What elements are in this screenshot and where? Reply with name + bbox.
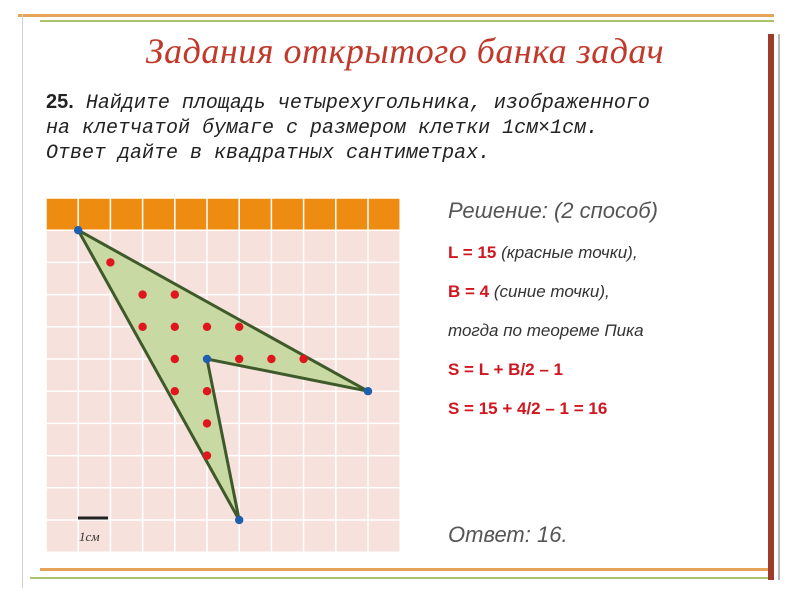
bottom-border-line-accent xyxy=(30,577,770,579)
grid-cell xyxy=(271,262,303,294)
header-cell xyxy=(304,198,336,230)
answer-text: Ответ: 16. xyxy=(448,522,568,547)
interior-point xyxy=(138,323,146,331)
grid-cell xyxy=(143,423,175,455)
grid-cell xyxy=(143,456,175,488)
grid-cell xyxy=(207,262,239,294)
grid-cell xyxy=(78,488,110,520)
l-note: (красные точки), xyxy=(496,243,638,262)
grid-cell xyxy=(46,456,78,488)
grid-cell xyxy=(304,488,336,520)
grid-cell xyxy=(304,230,336,262)
grid-cell xyxy=(78,391,110,423)
header-cell xyxy=(78,198,110,230)
grid-cell xyxy=(175,230,207,262)
grid-cell xyxy=(110,488,142,520)
grid-cell xyxy=(143,488,175,520)
grid-cell xyxy=(46,391,78,423)
grid-cell xyxy=(271,423,303,455)
theorem-text: тогда по теореме Пика xyxy=(448,321,644,340)
header-cell xyxy=(143,198,175,230)
grid-cell xyxy=(304,520,336,552)
task-text-line-1: Найдите площадь четырехугольника, изображенного xyxy=(85,92,650,115)
left-border-line xyxy=(22,14,23,588)
grid-cell xyxy=(368,295,400,327)
grid-cell xyxy=(110,359,142,391)
grid-cell xyxy=(110,456,142,488)
solution-heading: Решение: (2 способ) xyxy=(448,198,658,223)
grid-cell xyxy=(368,423,400,455)
boundary-point xyxy=(203,355,211,363)
interior-point xyxy=(171,387,179,395)
grid-cell xyxy=(336,295,368,327)
grid-cell xyxy=(304,423,336,455)
interior-point xyxy=(299,355,307,363)
grid-cell xyxy=(46,262,78,294)
grid-cell xyxy=(239,488,271,520)
grid-cell xyxy=(78,327,110,359)
boundary-point xyxy=(364,387,372,395)
l-formula: L = 15 xyxy=(448,243,497,262)
grid-cell xyxy=(304,391,336,423)
grid-cell xyxy=(110,423,142,455)
grid-cell xyxy=(336,327,368,359)
grid-cell xyxy=(46,295,78,327)
grid-cell xyxy=(46,488,78,520)
grid-cell xyxy=(46,327,78,359)
grid-cell xyxy=(46,230,78,262)
grid-cell xyxy=(271,488,303,520)
task-text-line-3: Ответ дайте в квадратных сантиметрах. xyxy=(46,142,491,165)
grid-cell xyxy=(336,423,368,455)
task-statement xyxy=(46,90,758,166)
right-border-line xyxy=(778,34,780,580)
grid-cell xyxy=(239,391,271,423)
pick-formula: S = L + B/2 – 1 xyxy=(448,360,563,379)
grid-cell xyxy=(304,295,336,327)
interior-point xyxy=(106,258,114,266)
grid-cell xyxy=(207,520,239,552)
slide-title: Задания открытого банка задач xyxy=(145,31,665,71)
grid-cell xyxy=(207,230,239,262)
grid-cell xyxy=(239,520,271,552)
header-cell xyxy=(207,198,239,230)
grid-cell xyxy=(271,295,303,327)
grid-cell xyxy=(336,520,368,552)
grid-cell xyxy=(368,359,400,391)
interior-point xyxy=(171,290,179,298)
grid-cell xyxy=(175,456,207,488)
top-border-line-accent xyxy=(40,20,774,22)
grid-cell xyxy=(368,456,400,488)
grid-cell xyxy=(304,456,336,488)
solution-line-b xyxy=(448,282,610,302)
grid-cell xyxy=(271,520,303,552)
right-border-bar xyxy=(768,34,774,580)
interior-point xyxy=(171,355,179,363)
interior-point xyxy=(171,323,179,331)
grid-cell xyxy=(239,423,271,455)
grid-paper-figure xyxy=(44,196,400,552)
header-cell xyxy=(368,198,400,230)
task-text-line-2: на клетчатой бумаге с размером клетки 1см×1см. xyxy=(46,117,599,140)
header-cell xyxy=(239,198,271,230)
grid-cell xyxy=(239,262,271,294)
grid-cell xyxy=(78,423,110,455)
header-cell xyxy=(175,198,207,230)
top-border-line xyxy=(18,14,774,17)
interior-point xyxy=(235,323,243,331)
grid-cell xyxy=(271,456,303,488)
grid-cell xyxy=(110,391,142,423)
interior-point xyxy=(203,419,211,427)
grid-cell xyxy=(368,391,400,423)
header-cell xyxy=(46,198,78,230)
grid-cell xyxy=(46,359,78,391)
b-note: (синие точки), xyxy=(489,282,610,301)
boundary-point xyxy=(74,226,82,234)
grid-cell xyxy=(304,262,336,294)
grid-cell xyxy=(110,520,142,552)
grid-cell xyxy=(368,230,400,262)
grid-cell xyxy=(175,520,207,552)
interior-point xyxy=(203,451,211,459)
interior-point xyxy=(235,355,243,363)
grid-cell xyxy=(304,327,336,359)
grid-cell xyxy=(368,488,400,520)
interior-point xyxy=(267,355,275,363)
grid-cell xyxy=(78,295,110,327)
grid-cell xyxy=(46,520,78,552)
boundary-point xyxy=(235,516,243,524)
grid-cell xyxy=(46,423,78,455)
header-cell xyxy=(110,198,142,230)
grid-cell xyxy=(368,327,400,359)
grid-cell xyxy=(239,230,271,262)
header-cell xyxy=(336,198,368,230)
grid-cell xyxy=(336,262,368,294)
task-number: 25. xyxy=(46,91,74,113)
grid-cell xyxy=(239,456,271,488)
solution-line-l xyxy=(448,243,638,263)
bottom-border-line xyxy=(40,568,768,571)
grid-cell xyxy=(143,230,175,262)
grid-cell xyxy=(336,391,368,423)
grid-cell xyxy=(336,456,368,488)
grid-cell xyxy=(336,230,368,262)
grid-cell xyxy=(271,230,303,262)
grid-cell xyxy=(336,488,368,520)
scale-label: 1см xyxy=(79,529,100,544)
interior-point xyxy=(203,387,211,395)
interior-point xyxy=(138,290,146,298)
interior-point xyxy=(203,323,211,331)
grid-cell xyxy=(78,359,110,391)
grid-cell xyxy=(175,488,207,520)
grid-cell xyxy=(368,262,400,294)
grid-cell xyxy=(271,391,303,423)
calculation: S = 15 + 4/2 – 1 = 16 xyxy=(448,399,608,418)
header-cell xyxy=(271,198,303,230)
grid-cell xyxy=(143,520,175,552)
b-formula: B = 4 xyxy=(448,282,490,301)
grid-cell xyxy=(368,520,400,552)
grid-cell xyxy=(78,456,110,488)
